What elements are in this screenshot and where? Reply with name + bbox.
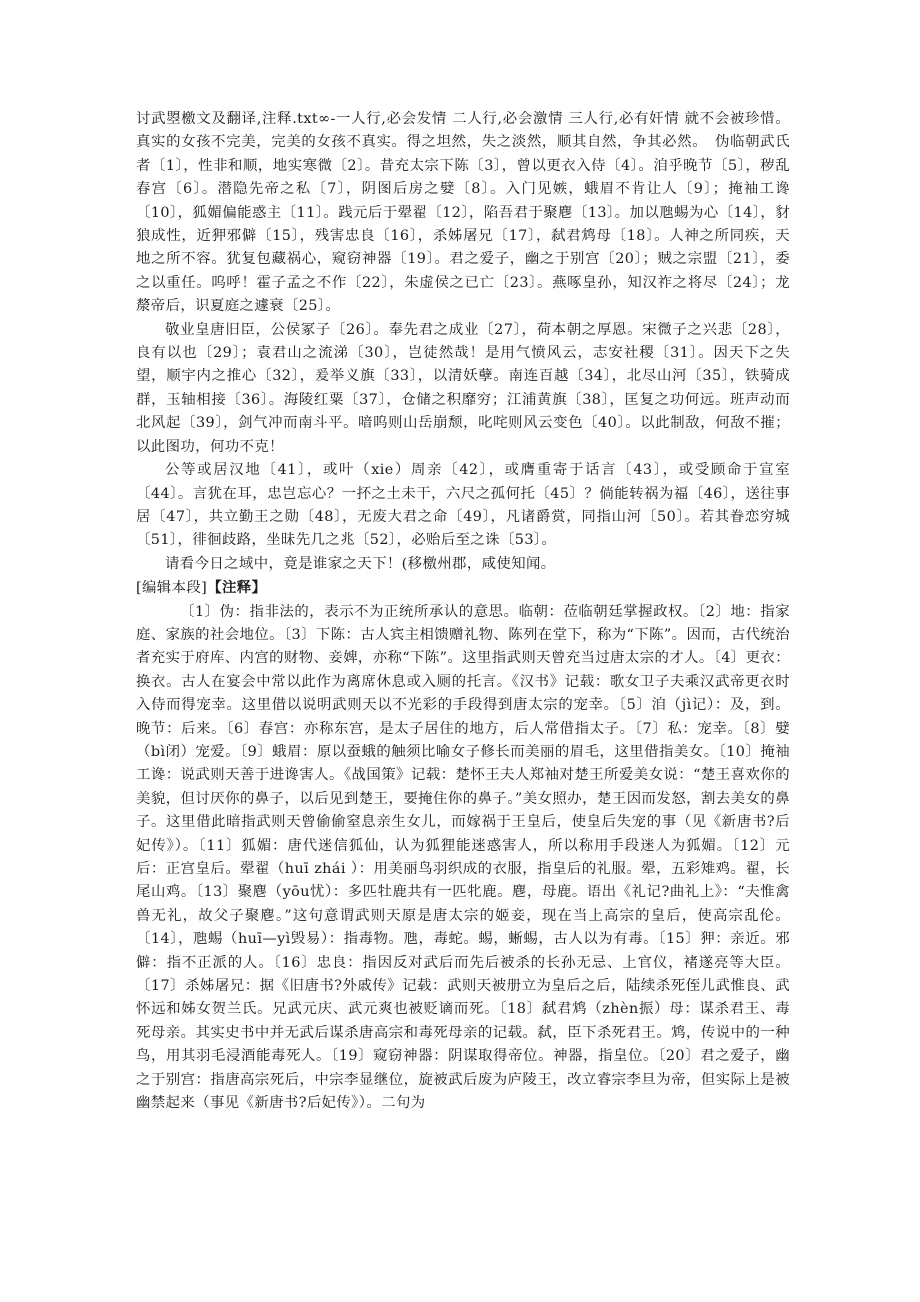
- intro-paragraph: 讨武曌檄文及翻译,注释.txt∞-一人行,必会发情 二人行,必会激情 三人行,必有奸情 就不会被珍惜。真实的女孩不完美，完美的女孩不真实。得之坦然，失之淡然，顺其自然，争其必然。 伪临朝武氏者〔1〕，性非和顺，地实寒微〔2〕。昔充太宗下陈〔3〕，曾以更衣入侍〔4〕。洎乎晚节〔5〕，秽乱春宫〔6〕。潜隐先帝之私〔7〕，阴图后房之嬖〔8〕。入门见嫉，蛾眉不肯让人〔9〕；掩袖工谗〔10〕，狐媚偏能惑主〔11〕。践元后于翚翟〔12〕，陷吾君于聚麀〔13〕。加以虺蜴为心〔14〕，豺狼成性，近狎邪僻〔15〕，残害忠良〔16〕，杀姊屠兄〔17〕，弑君鸩母〔18〕。人神之所同疾，天地之所不容。犹复包藏祸心，窥窃神器〔19〕。君之爱子，幽之于别宫〔20〕；贼之宗盟〔21〕，委之以重任。呜呼！霍子孟之不作〔22〕，朱虚侯之已亡〔23〕。燕啄皇孙，知汉祚之将尽〔24〕；龙漦帝后，识夏庭之遽衰〔25〕。: [136, 111, 790, 315]
- document-page: [136, 108, 790, 1115]
- notes-section-heading: [136, 576, 790, 600]
- notes-paragraph: 〔1〕伪：指非法的，表示不为正统所承认的意思。临朝：莅临朝廷掌握政权。〔2〕地：指家庭、家族的社会地位。〔3〕下陈：古人宾主相馈赠礼物、陈列在堂下，称为“下陈”。因而，古代统治者充实于府库、内宫的财物、妾婢，亦称“下陈”。这里指武则天曾充当过唐太宗的才人。〔4〕更衣：换衣。古人在宴会中常以此作为离席休息或入厕的托言。《汉书》记载：歌女卫子夫乘汉武帝更衣时入侍而得宠幸。这里借以说明武则天以不光彩的手段得到唐太宗的宠幸。〔5〕洎（jì记）：及，到。晚节：后来。〔6〕春宫：亦称东宫，是太子居住的地方，后人常借指太子。〔7〕私：宠幸。〔8〕嬖（bì闭）宠爱。〔9〕蛾眉：原以蚕蛾的触须比喻女子修长而美丽的眉毛，这里借指美女。〔10〕掩袖工谗：说武则天善于进谗害人。《战国策》记载：楚怀王夫人郑袖对楚王所爱美女说：“楚王喜欢你的美貌，但讨厌你的鼻子，以后见到楚王，要掩住你的鼻子。”美女照办，楚王因而发怒，割去美女的鼻子。这里借此暗指武则天曾偷偷窒息亲生女儿，而嫁祸于王皇后，使皇后失宠的事（见《新唐书?后妃传》）。〔11〕狐媚：唐代迷信狐仙，认为狐狸能迷惑害人，所以称用手段迷人为狐媚。〔12〕元后：正宫皇后。翚翟（huī zhái ）：用美丽鸟羽织成的衣服，指皇后的礼服。翚，五彩雉鸡。翟，长尾山鸡。〔13〕聚麀（yōu忧）：多匹牡鹿共有一匹牝鹿。麀，母鹿。语出《礼记?曲礼上》：“夫惟禽兽无礼，故父子聚麀。”这句意谓武则天原是唐太宗的姬妾，现在当上高宗的皇后，使高宗乱伦。〔14〕，虺蜴（huī—yì毁易）：指毒物。虺，毒蛇。蜴，蜥蜴，古人以为有毒。〔15〕狎：亲近。邪僻：指不正派的人。〔16〕忠良：指因反对武后而先后被杀的长孙无忌、上官仪，褚遂亮等大臣。〔17〕杀姊屠兄：据《旧唐书?外戚传》记载：武则天被册立为皇后之后，陆续杀死侄儿武惟良、武怀远和姊女贺兰氏。兄武元庆、武元爽也被贬谪而死。〔18〕弑君鸩（zhèn振）母：谋杀君王、毒死母亲。其实史书中并无武后谋杀唐高宗和毒死母亲的记载。弑，臣下杀死君王。鸩，传说中的一种鸟，用其羽毛浸酒能毒死人。〔19〕窥窃神器：阴谋取得帝位。神器，指皇位。〔20〕君之爱子，幽之于别宫：指唐高宗死后，中宗李显继位，旋被武后废为庐陵王，改立睿宗李旦为帝，但实际上是被幽禁起来（事见《新唐书?后妃传》）。二句为: [136, 603, 790, 1112]
- edit-section-link[interactable]: [编辑本段]: [136, 580, 208, 597]
- body-paragraph-4: 请看今日之域中，竟是谁家之天下！(移檄州郡，咸使知闻。: [165, 555, 556, 572]
- notes-title: 【注释】: [207, 579, 267, 597]
- body-paragraph-3: 公等或居汉地〔41〕，或叶（xie）周亲〔42〕，或膺重寄于话言〔43〕，或受顾命于宣室〔44〕。言犹在耳，忠岂忘心？一抔之土未干，六尺之孤何托〔45〕？倘能转祸为福〔46〕，送往事居〔47〕，共立勤王之勋〔48〕，无废大君之命〔49〕，凡诸爵赏，同指山河〔50〕。若其眷恋穷城〔51〕，徘徊歧路，坐昧先几之兆〔52〕，必贻后至之诛〔53〕。: [136, 462, 790, 549]
- body-paragraph-2: 敬业皇唐旧臣，公侯冢子〔26〕。奉先君之成业〔27〕，荷本朝之厚恩。宋微子之兴悲〔28〕，良有以也〔29〕；袁君山之流涕〔30〕，岂徒然哉！是用气愤风云，志安社稷〔31〕。因天下之失望，顺宇内之推心〔32〕，爰举义旗〔33〕，以清妖孽。南连百越〔34〕，北尽山河〔35〕，铁骑成群，玉轴相接〔36〕。海陵红粟〔37〕，仓储之积靡穷；江浦黄旗〔38〕，匡复之功何远。班声动而北风起〔39〕，剑气冲而南斗平。喑呜则山岳崩颓，叱咤则风云变色〔40〕。以此制敌，何敌不摧；以此图功，何功不克！: [136, 321, 790, 455]
